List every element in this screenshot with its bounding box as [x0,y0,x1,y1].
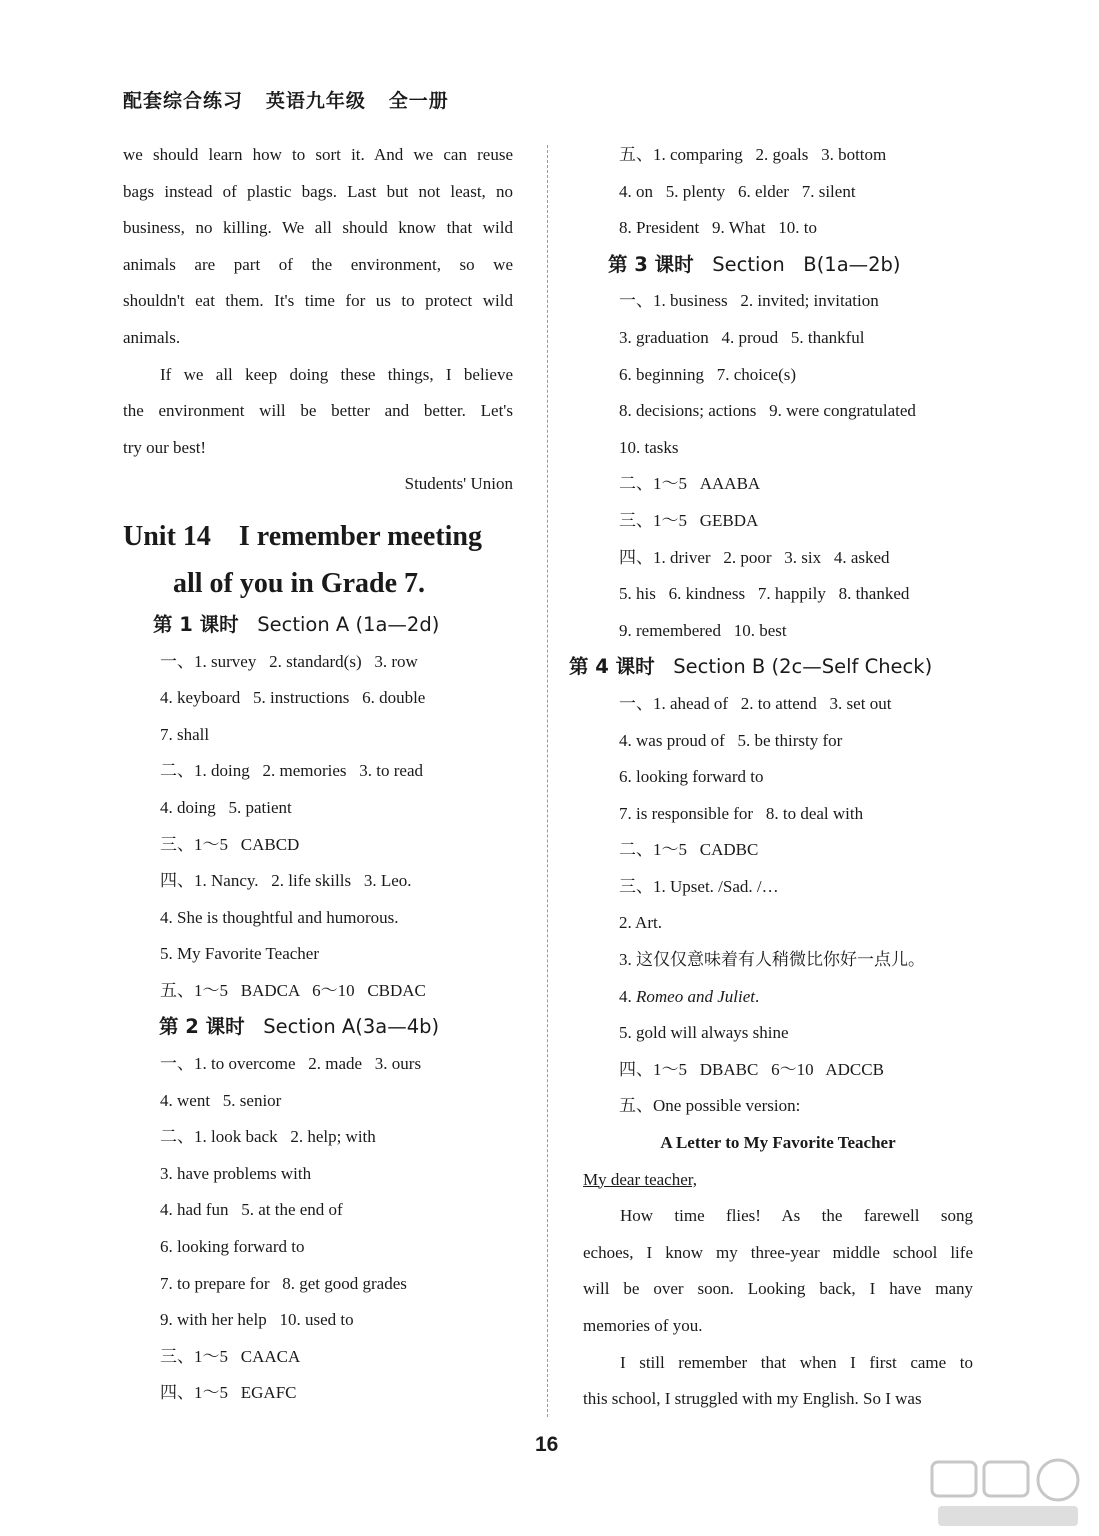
answer-item: 7. to prepare for 8. get good grades [160,1273,407,1293]
lesson3-title: 第 3 课时 [608,252,694,276]
page-number: 16 [535,1433,559,1456]
answer-item: 4. went 5. senior [160,1090,282,1110]
text-line: the environment will be better and better. Let's [123,401,513,421]
signature: Students' Union [404,474,513,494]
answer-item: 7. shall [160,724,210,744]
text-line: If we all keep doing these things, I believe [160,364,513,384]
answer-item: 三、1. Upset. /Sad. /… [619,876,779,896]
text-line: I still remember that when I first came to [620,1352,973,1372]
lesson2-title: 第 2 课时 [159,1015,245,1039]
lesson1-section: Section A (1a—2d) [257,612,440,636]
lesson3-section: Section B(1a—2b) [712,252,901,276]
text-line: business, no killing. We all should know that wild [123,218,513,238]
answer-item: 三、1～5 CAACA [160,1346,301,1366]
answer-item: 二、1～5 AAABA [619,474,761,494]
answer-item: 五、One possible version: [619,1096,801,1116]
continued-text [123,137,513,357]
answer-item: 4. doing 5. patient [160,797,292,817]
lesson4-section: Section B (2c—Self Check) [673,655,933,679]
lesson2-answers [123,1046,513,1412]
lesson1-answers [123,644,513,1010]
unit-title-line1: Unit 14 I remember meeting [123,520,482,552]
right-column [569,137,973,1418]
answer-item: 三、1～5 GEBDA [619,510,759,530]
text-line: bags instead of plastic bags. Last but not least, no [123,181,513,201]
answer-item: 4. Romeo and Juliet. [619,986,760,1006]
answer-item: 10. tasks [619,437,679,457]
answer-item: 二、1. look back 2. help; with [160,1127,376,1147]
lesson3-answers [583,283,973,649]
answer-item: 8. decisions; actions 9. were congratulated [619,401,916,421]
lesson4-answers [583,686,973,979]
answer-item: 5. My Favorite Teacher [160,944,320,964]
answer-item: 4. She is thoughtful and humorous. [160,907,399,927]
watermark-logo [928,1456,1088,1532]
answer-item: 四、1～5 EGAFC [160,1383,297,1403]
closing-paragraph [123,357,513,467]
text-line: animals are part of the environment, so we [123,254,513,274]
answer-item: 五、1. comparing 2. goals 3. bottom [619,145,887,164]
answer-item: 4. was proud of 5. be thirsty for [619,730,843,750]
letter-paragraph-2 [583,1345,973,1418]
answer-item: 9. remembered 10. best [619,620,787,640]
lesson4-title: 第 4 课时 [569,655,655,679]
answer-item: 一、1. business 2. invited; invitation [619,291,879,311]
unit-title-line2: all of you in Grade 7. [173,567,426,599]
text-line: How time flies! As the farewell song [620,1206,973,1226]
text-line: memories of you. [583,1316,703,1335]
lesson1-heading [123,607,513,644]
letter-salutation: My dear teacher, [583,1169,698,1189]
lesson4-heading [569,649,973,686]
letter-title: A Letter to My Favorite Teacher [660,1133,896,1153]
answer-item: 二、1. doing 2. memories 3. to read [160,761,423,781]
lesson4-answers-cont [583,1015,973,1125]
lesson3-heading [583,247,973,284]
text-line: echoes, I know my three-year middle school life [583,1242,973,1262]
answer-item: 五、1～5 BADCA 6～10 CBDAC [160,980,426,1000]
text-line: we should learn how to sort it. And we can reuse [123,145,513,164]
answer-item: 5. his 6. kindness 7. happily 8. thanked [619,584,910,604]
answer-item: 6. looking forward to [619,767,764,787]
left-column [123,137,513,1412]
text-line: this school, I struggled with my English. So I was [583,1389,922,1409]
answer-item: 5. gold will always shine [619,1023,789,1043]
text-line: animals. [123,327,181,347]
book-title: Romeo and Juliet [636,986,755,1006]
answer-item: 2. Art. [619,913,662,933]
answer-item: 一、1. to overcome 2. made 3. ours [160,1054,422,1074]
answer-item: 4. keyboard 5. instructions 6. double [160,688,426,708]
text-line: will be over soon. Looking back, I have many [583,1279,973,1299]
answer-item: 6. looking forward to [160,1237,305,1257]
lesson2-heading [123,1009,513,1046]
lesson2-continued-answers [583,137,973,247]
answer-item: 4. had fun 5. at the end of [160,1200,343,1220]
answer-item: 一、1. survey 2. standard(s) 3. row [160,651,418,671]
answer-item: 四、1. Nancy. 2. life skills 3. Leo. [160,871,412,891]
answer-item: 9. with her help 10. used to [160,1310,354,1330]
answer-item: 三、1～5 CABCD [160,834,300,854]
lesson2-section: Section A(3a—4b) [263,1015,440,1039]
answer-item: 四、1～5 DBABC 6～10 ADCCB [619,1059,884,1079]
answer-item: 二、1～5 CADBC [619,840,759,860]
answer-item: 7. is responsible for 8. to deal with [619,803,864,823]
column-divider [547,145,548,1417]
answer-item: 3. 这仅仅意味着有人稍微比你好一点儿。 [619,950,925,970]
letter-paragraph-1 [583,1198,973,1344]
answer-item: 8. President 9. What 10. to [619,218,817,238]
answer-item: 3. have problems with [160,1163,312,1183]
lesson1-title: 第 1 课时 [153,612,239,636]
answer-item: 3. graduation 4. proud 5. thankful [619,327,865,347]
answer-item: 4. on 5. plenty 6. elder 7. silent [619,181,856,201]
answer-item: 6. beginning 7. choice(s) [619,364,797,384]
page-header: 配套综合练习 英语九年级 全一册 [123,90,449,112]
answer-item: 一、1. ahead of 2. to attend 3. set out [619,693,892,713]
answer-item: 四、1. driver 2. poor 3. six 4. asked [619,547,890,567]
text-line: shouldn't eat them. It's time for us to protect wild [123,291,513,311]
text-line: try our best! [123,437,207,457]
